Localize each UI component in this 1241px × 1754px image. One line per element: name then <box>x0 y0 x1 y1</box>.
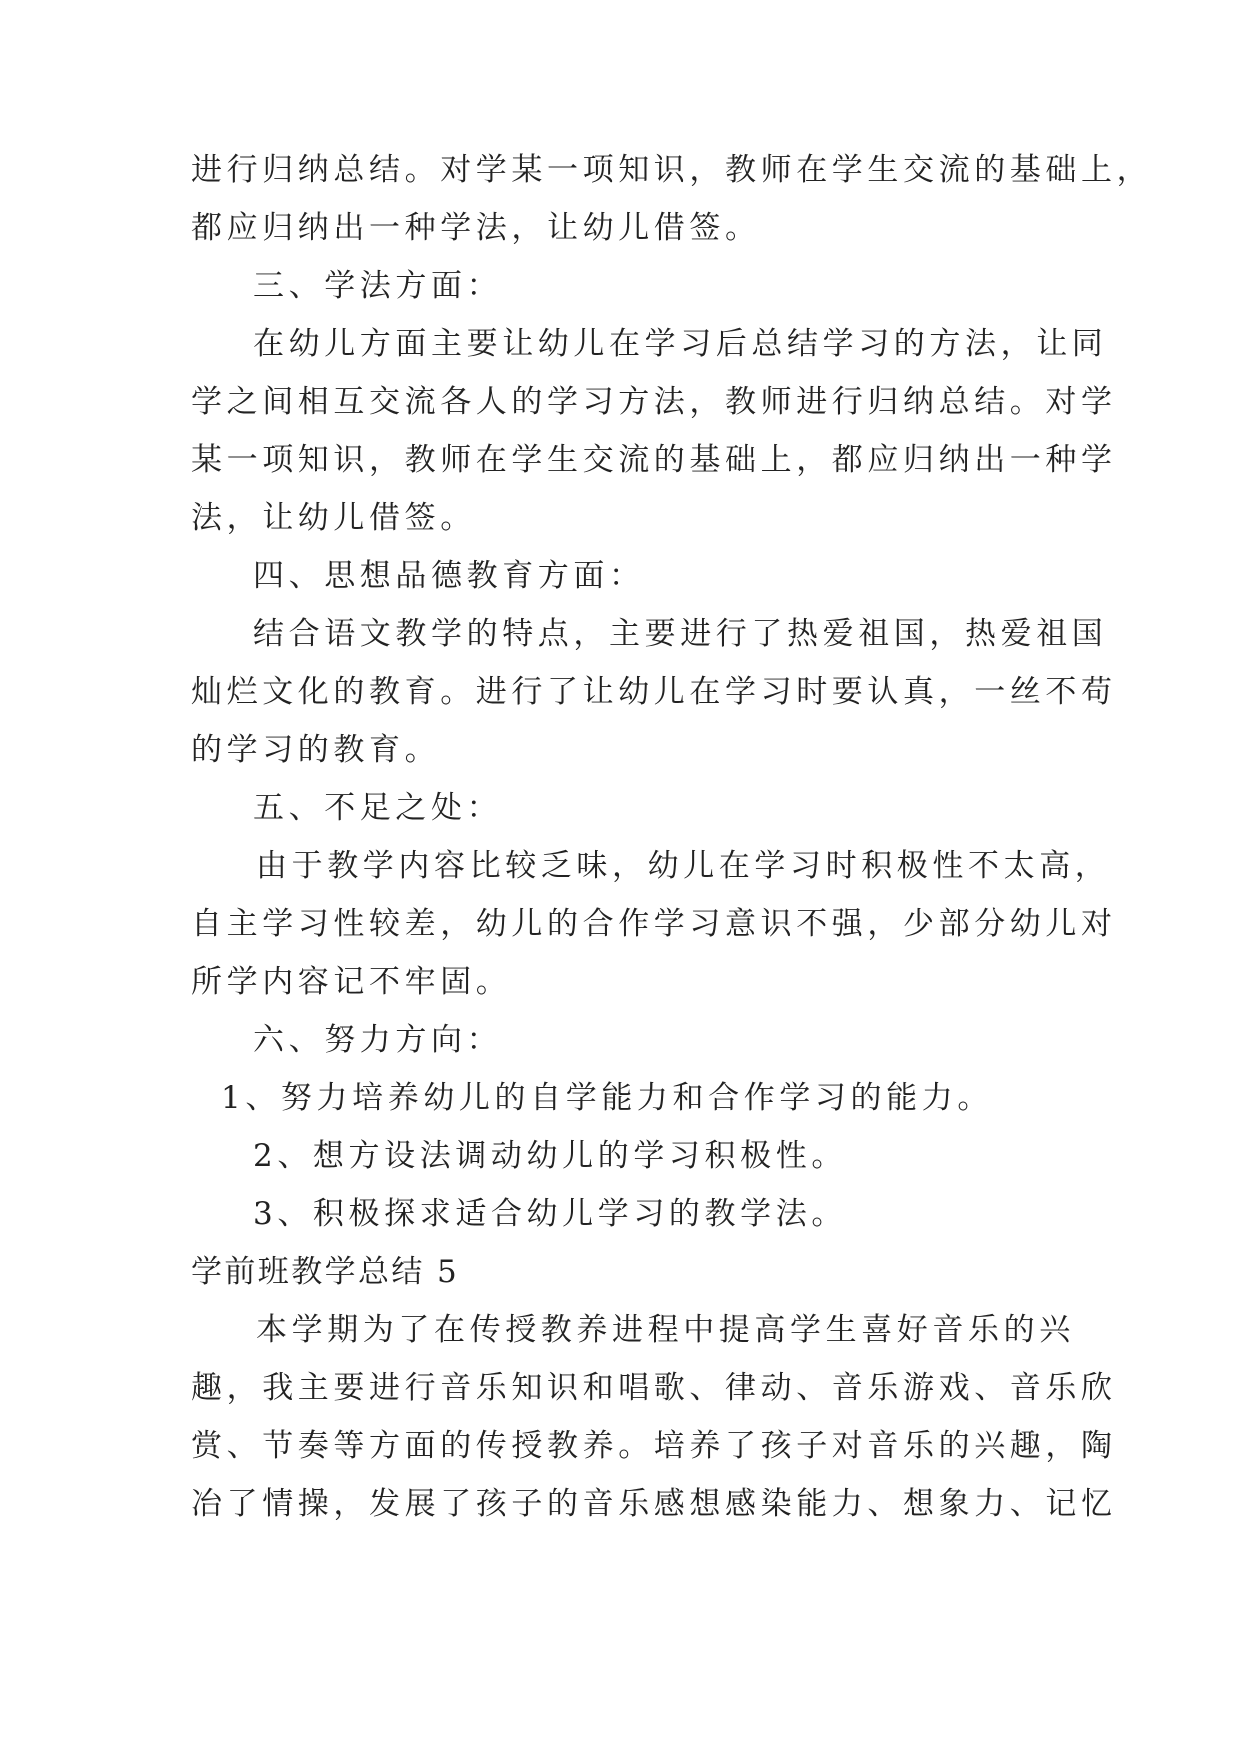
section-heading: 三、学法方面： <box>253 268 503 304</box>
list-item: 2、想方设法调动幼儿的学习积极性。 <box>253 1138 847 1174</box>
text-line: 在幼儿方面主要让幼儿在学习后总结学习的方法，让同 <box>253 326 1108 362</box>
section-heading: 六、努力方向： <box>253 1022 503 1058</box>
text-line: 冶了情操，发展了孩子的音乐感想感染能力、想象力、记忆 <box>191 1486 1117 1522</box>
section-heading: 五、不足之处： <box>253 790 503 826</box>
text-line: 趣，我主要进行音乐知识和唱歌、律动、音乐游戏、音乐欣 <box>191 1370 1117 1406</box>
text-line: 法，让幼儿借签。 <box>191 500 476 536</box>
list-item: 3、积极探求适合幼儿学习的教学法。 <box>253 1196 847 1232</box>
list-item: 1、努力培养幼儿的自学能力和合作学习的能力。 <box>221 1080 993 1116</box>
text-line: 自主学习性较差，幼儿的合作学习意识不强，少部分幼儿对 <box>191 906 1117 942</box>
section-heading: 四、思想品德教育方面： <box>253 558 645 594</box>
text-line: 某一项知识，教师在学生交流的基础上，都应归纳出一种学 <box>191 442 1117 478</box>
text-line: 进行归纳总结。对学某一项知识，教师在学生交流的基础上， <box>191 152 1153 188</box>
text-line: 赏、节奏等方面的传授教养。培养了孩子对音乐的兴趣，陶 <box>191 1428 1117 1464</box>
text-line: 本学期为了在传授教养进程中提高学生喜好音乐的兴 <box>256 1312 1075 1348</box>
text-line: 结合语文教学的特点，主要进行了热爱祖国，热爱祖国 <box>253 616 1108 652</box>
document-heading: 学前班教学总结 5 <box>191 1254 460 1290</box>
text-line: 都应归纳出一种学法，让幼儿借签。 <box>191 210 761 246</box>
text-line: 灿烂文化的教育。进行了让幼儿在学习时要认真，一丝不苟 <box>191 674 1117 710</box>
text-line: 所学内容记不牢固。 <box>191 964 512 1000</box>
text-line: 学之间相互交流各人的学习方法，教师进行归纳总结。对学 <box>191 384 1117 420</box>
text-line: 由于教学内容比较乏味，幼儿在学习时积极性不太高， <box>256 848 1111 884</box>
text-line: 的学习的教育。 <box>191 732 441 768</box>
